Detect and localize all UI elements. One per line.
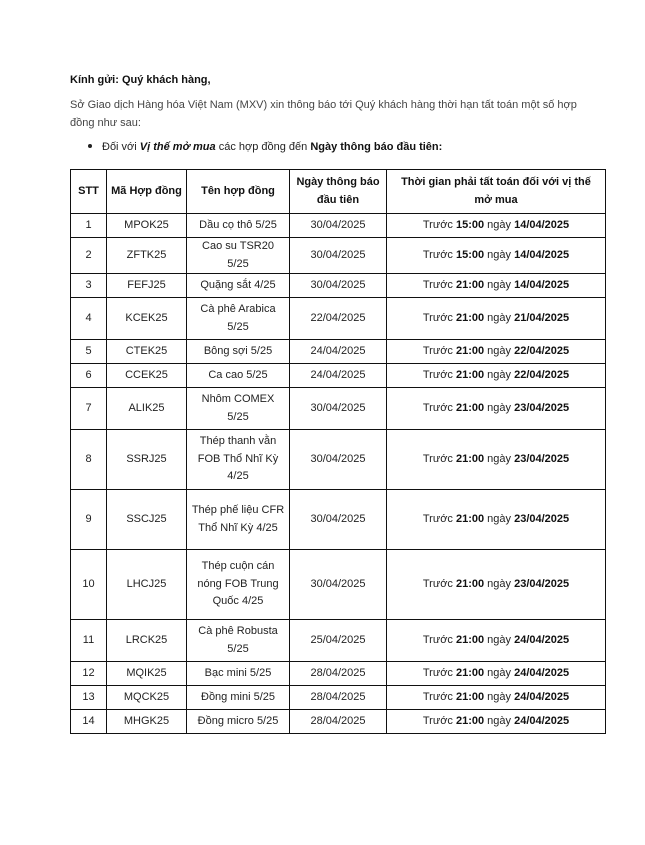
- time-prefix: Trước: [422, 401, 456, 414]
- first-notice-date-cell: 30/04/2025: [290, 430, 387, 490]
- bullet-prefix: Đối với: [102, 141, 140, 153]
- time-date: 23/04/2025: [514, 401, 570, 414]
- bullet-item: [88, 141, 442, 153]
- stt-cell: 10: [71, 550, 107, 620]
- time-prefix: Trước: [422, 344, 456, 357]
- settlement-time-cell: [387, 364, 606, 388]
- time-prefix: Trước: [422, 666, 456, 679]
- table-row: [71, 620, 606, 662]
- stt-cell: 11: [71, 620, 107, 662]
- time-hour: 21:00: [455, 714, 485, 727]
- time-mid: ngày: [484, 714, 515, 727]
- table-header-row: [71, 170, 606, 214]
- contract-code-cell: ALIK25: [107, 388, 187, 430]
- stt-cell: 7: [71, 388, 107, 430]
- time-date: 23/04/2025: [514, 512, 570, 525]
- time-mid: ngày: [484, 633, 515, 646]
- settlement-time-cell: [387, 430, 606, 490]
- contract-code-cell: SSRJ25: [107, 430, 187, 490]
- table-row: [71, 274, 606, 298]
- contract-name-cell: Cà phê Arabica 5/25: [187, 298, 290, 340]
- time-prefix: Trước: [422, 368, 456, 381]
- table-row: [71, 430, 606, 490]
- table-row: [71, 298, 606, 340]
- table-body: [71, 214, 606, 734]
- stt-cell: 2: [71, 238, 107, 274]
- settlement-time-cell: [387, 340, 606, 364]
- time-date: 21/04/2025: [514, 311, 570, 324]
- time-hour: 21:00: [455, 452, 485, 465]
- time-mid: ngày: [484, 690, 515, 703]
- first-notice-date-cell: 28/04/2025: [290, 662, 387, 686]
- first-notice-date-cell: 24/04/2025: [290, 364, 387, 388]
- first-notice-date-cell: 30/04/2025: [290, 214, 387, 238]
- contract-name-cell: Cao su TSR20 5/25: [187, 238, 290, 274]
- contract-name-cell: Bạc mini 5/25: [187, 662, 290, 686]
- settlement-time-cell: [387, 214, 606, 238]
- time-mid: ngày: [484, 311, 515, 324]
- first-notice-date-cell: 28/04/2025: [290, 686, 387, 710]
- table-row: [71, 364, 606, 388]
- contract-name-cell: Dầu cọ thô 5/25: [187, 214, 290, 238]
- time-hour: 21:00: [455, 577, 485, 590]
- header-contract-name: Tên hợp đồng: [187, 170, 290, 214]
- time-mid: ngày: [484, 344, 515, 357]
- contract-name-cell: Thép thanh vằn FOB Thổ Nhĩ Kỳ 4/25: [187, 430, 290, 490]
- time-prefix: Trước: [422, 311, 456, 324]
- time-date: 24/04/2025: [514, 690, 570, 703]
- contract-code-cell: CCEK25: [107, 364, 187, 388]
- contract-code-cell: MHGK25: [107, 710, 187, 734]
- time-date: 24/04/2025: [514, 633, 570, 646]
- time-prefix: Trước: [422, 278, 456, 291]
- table-row: [71, 662, 606, 686]
- time-date: 14/04/2025: [514, 248, 570, 261]
- contract-name-cell: Đồng micro 5/25: [187, 710, 290, 734]
- time-hour: 21:00: [455, 368, 485, 381]
- time-prefix: Trước: [422, 714, 456, 727]
- stt-cell: 3: [71, 274, 107, 298]
- header-settlement-time: Thời gian phải tất toán đối với vị thế mở mua: [387, 170, 606, 214]
- settlement-time-cell: [387, 710, 606, 734]
- first-notice-date-cell: 28/04/2025: [290, 710, 387, 734]
- contract-code-cell: CTEK25: [107, 340, 187, 364]
- contract-name-cell: Nhôm COMEX 5/25: [187, 388, 290, 430]
- settlement-time-cell: [387, 388, 606, 430]
- table-row: [71, 214, 606, 238]
- time-hour: 21:00: [455, 344, 485, 357]
- first-notice-date-cell: 24/04/2025: [290, 340, 387, 364]
- time-prefix: Trước: [422, 452, 456, 465]
- time-mid: ngày: [484, 577, 515, 590]
- time-prefix: Trước: [422, 512, 456, 525]
- first-notice-date-cell: 30/04/2025: [290, 274, 387, 298]
- stt-cell: 5: [71, 340, 107, 364]
- table-row: [71, 686, 606, 710]
- header-contract-code: Mã Hợp đồng: [107, 170, 187, 214]
- contract-name-cell: Ca cao 5/25: [187, 364, 290, 388]
- time-prefix: Trước: [422, 248, 456, 261]
- time-hour: 21:00: [455, 633, 485, 646]
- first-notice-date-cell: 30/04/2025: [290, 550, 387, 620]
- time-prefix: Trước: [422, 577, 456, 590]
- table-row: [71, 388, 606, 430]
- time-hour: 15:00: [455, 248, 485, 261]
- contract-name-cell: Bông sợi 5/25: [187, 340, 290, 364]
- settlement-time-cell: [387, 298, 606, 340]
- time-hour: 21:00: [455, 311, 485, 324]
- contract-name-cell: Đồng mini 5/25: [187, 686, 290, 710]
- time-hour: 15:00: [455, 218, 485, 231]
- first-notice-date-cell: 30/04/2025: [290, 490, 387, 550]
- stt-cell: 6: [71, 364, 107, 388]
- time-date: 14/04/2025: [514, 278, 570, 291]
- time-date: 24/04/2025: [514, 714, 570, 727]
- stt-cell: 1: [71, 214, 107, 238]
- time-date: 23/04/2025: [514, 577, 570, 590]
- header-stt: STT: [71, 170, 107, 214]
- first-notice-date-cell: 30/04/2025: [290, 388, 387, 430]
- contract-name-cell: Thép phế liệu CFR Thổ Nhĩ Kỳ 4/25: [187, 490, 290, 550]
- time-date: 24/04/2025: [514, 666, 570, 679]
- contract-code-cell: LHCJ25: [107, 550, 187, 620]
- contract-code-cell: LRCK25: [107, 620, 187, 662]
- first-notice-date-cell: 22/04/2025: [290, 298, 387, 340]
- first-notice-date-cell: 25/04/2025: [290, 620, 387, 662]
- contract-code-cell: FEFJ25: [107, 274, 187, 298]
- bullet-bold-end: Ngày thông báo đầu tiên:: [310, 141, 443, 153]
- contract-code-cell: ZFTK25: [107, 238, 187, 274]
- contract-code-cell: KCEK25: [107, 298, 187, 340]
- settlement-time-cell: [387, 490, 606, 550]
- time-hour: 21:00: [455, 512, 485, 525]
- first-notice-date-cell: 30/04/2025: [290, 238, 387, 274]
- stt-cell: 14: [71, 710, 107, 734]
- greeting: Kính gửi: Quý khách hàng,: [70, 74, 211, 86]
- stt-cell: 9: [71, 490, 107, 550]
- time-date: 22/04/2025: [514, 368, 570, 381]
- settlement-time-cell: [387, 686, 606, 710]
- intro-paragraph: Sở Giao dịch Hàng hóa Việt Nam (MXV) xin thông báo tới Quý khách hàng thời hạn tất toán một số hợp đồng như sau:: [70, 99, 577, 129]
- bullet-emphasis: Vị thế mở mua: [139, 141, 216, 153]
- contract-code-cell: MPOK25: [107, 214, 187, 238]
- settlement-time-cell: [387, 550, 606, 620]
- time-hour: 21:00: [455, 690, 485, 703]
- time-date: 23/04/2025: [514, 452, 570, 465]
- stt-cell: 13: [71, 686, 107, 710]
- settlement-time-cell: [387, 662, 606, 686]
- table-row: [71, 238, 606, 274]
- time-mid: ngày: [484, 278, 515, 291]
- contract-code-cell: MQIK25: [107, 662, 187, 686]
- time-hour: 21:00: [455, 666, 485, 679]
- time-hour: 21:00: [455, 278, 485, 291]
- time-mid: ngày: [484, 218, 515, 231]
- settlement-table: [70, 169, 606, 734]
- time-date: 22/04/2025: [514, 344, 570, 357]
- bullet-middle: các hợp đồng đến: [215, 141, 311, 153]
- stt-cell: 4: [71, 298, 107, 340]
- table-row: [71, 710, 606, 734]
- contract-name-cell: Thép cuộn cán nóng FOB Trung Quốc 4/25: [187, 550, 290, 620]
- time-prefix: Trước: [422, 690, 456, 703]
- time-hour: 21:00: [455, 401, 485, 414]
- time-mid: ngày: [484, 512, 515, 525]
- time-prefix: Trước: [422, 633, 456, 646]
- stt-cell: 12: [71, 662, 107, 686]
- time-mid: ngày: [484, 452, 515, 465]
- header-first-notice-date: Ngày thông báo đầu tiên: [290, 170, 387, 214]
- contract-code-cell: MQCK25: [107, 686, 187, 710]
- settlement-time-cell: [387, 620, 606, 662]
- time-mid: ngày: [484, 248, 515, 261]
- settlement-time-cell: [387, 274, 606, 298]
- table-row: [71, 340, 606, 364]
- contract-code-cell: SSCJ25: [107, 490, 187, 550]
- time-prefix: Trước: [422, 218, 456, 231]
- contract-name-cell: Cà phê Robusta 5/25: [187, 620, 290, 662]
- time-mid: ngày: [484, 666, 515, 679]
- time-mid: ngày: [484, 401, 515, 414]
- table-row: [71, 490, 606, 550]
- contract-name-cell: Quặng sắt 4/25: [187, 274, 290, 298]
- settlement-time-cell: [387, 238, 606, 274]
- time-date: 14/04/2025: [514, 218, 570, 231]
- time-mid: ngày: [484, 368, 515, 381]
- stt-cell: 8: [71, 430, 107, 490]
- table-row: [71, 550, 606, 620]
- bullet-dot-icon: [88, 144, 92, 148]
